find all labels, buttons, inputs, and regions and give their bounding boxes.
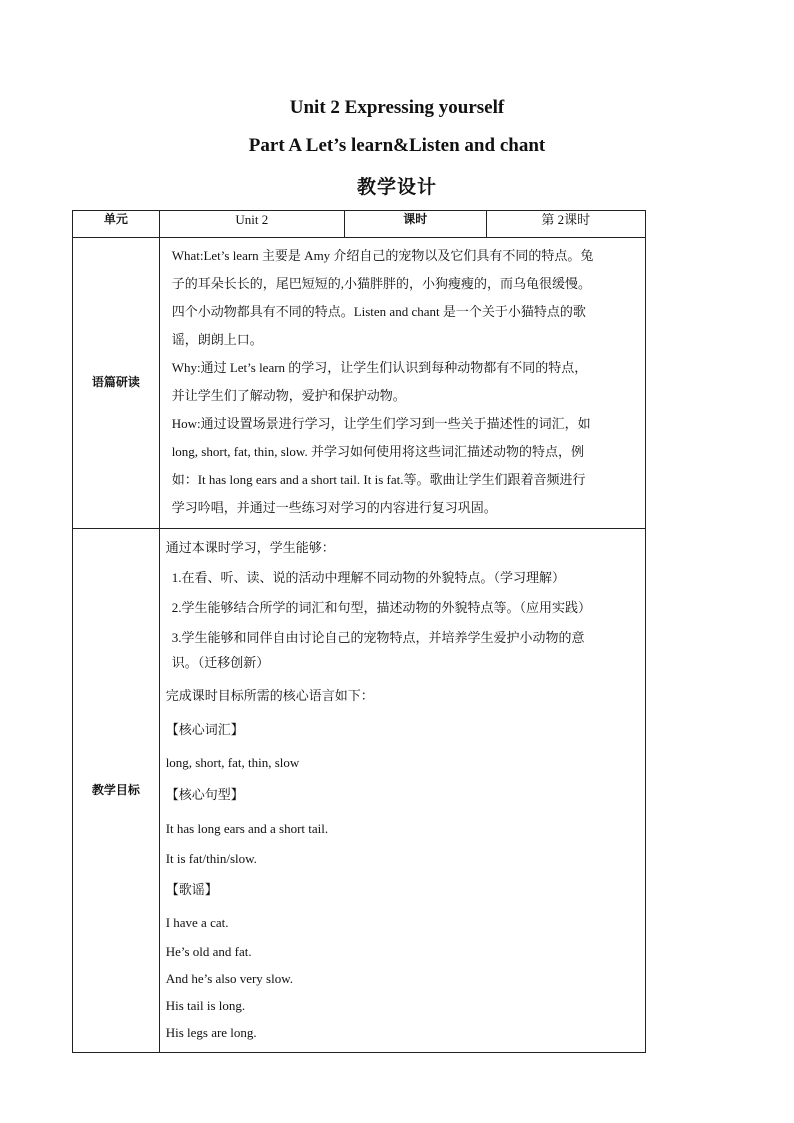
chant-line: His legs are long. bbox=[165, 1025, 257, 1040]
objectives-label: 教学目标 bbox=[73, 529, 160, 1053]
header-row bbox=[73, 211, 646, 238]
chant-line: His tail is long. bbox=[165, 998, 246, 1013]
objective-item: 1.在看、听、读、说的活动中理解不同动物的外貌特点。（学习理解） bbox=[171, 570, 565, 585]
lesson-plan-table bbox=[72, 210, 646, 1053]
vocab-heading: 【核心词汇】 bbox=[165, 722, 244, 737]
chant-heading: 【歌谣】 bbox=[165, 882, 218, 897]
period-value: 第 2课时 bbox=[486, 211, 645, 238]
chant-line: And he’s also very slow. bbox=[165, 971, 294, 986]
analysis-row bbox=[73, 238, 646, 529]
vocab-list: long, short, fat, thin, slow bbox=[165, 755, 300, 770]
core-sentence: It is fat/thin/slow. bbox=[165, 851, 257, 866]
analysis-line: 四个小动物都具有不同的特点。Listen and chant 是一个关于小猫特点的歌 bbox=[171, 304, 586, 319]
objective-item: 3.学生能够和同伴自由讨论自己的宠物特点，并培养学生爱护小动物的意 bbox=[171, 630, 585, 645]
analysis-line: Why:通过 Let’s learn 的学习，让学生们认识到每种动物都有不同的特点， bbox=[171, 360, 588, 375]
analysis-line: 学习吟唱，并通过一些练习对学习的内容进行复习巩固。 bbox=[171, 500, 497, 515]
document-title: Unit 2 Expressing yourself bbox=[289, 97, 505, 118]
analysis-line: long, short, fat, thin, slow. 并学习如何使用将这些词汇描述动物的特点，例 bbox=[171, 444, 584, 459]
analysis-line: What:Let’s learn 主要是 Amy 介绍自己的宠物以及它们具有不同的特点。兔 bbox=[171, 248, 594, 263]
analysis-line: 子的耳朵长长的，尾巴短短的,小猫胖胖的，小狗瘦瘦的，而乌龟很缓慢。 bbox=[171, 276, 591, 291]
document-subtitle: Part A Let’s learn&Listen and chant bbox=[248, 135, 546, 156]
core-sentence: It has long ears and a short tail. bbox=[165, 821, 329, 836]
analysis-line: How:通过设置场景进行学习，让学生们学习到一些关于描述性的词汇，如 bbox=[171, 416, 591, 431]
unit-value: Unit 2 bbox=[159, 211, 344, 238]
objective-item: 2.学生能够结合所学的词汇和句型，描述动物的外貌特点等。（应用实践） bbox=[171, 600, 591, 615]
analysis-label: 语篇研读 bbox=[73, 238, 160, 529]
document-heading: 教学设计 bbox=[356, 176, 437, 198]
objective-item: 识。（迁移创新） bbox=[171, 655, 270, 670]
analysis-content bbox=[159, 238, 645, 529]
objectives-intro: 通过本课时学习，学生能够： bbox=[165, 540, 335, 555]
core-language-intro: 完成课时目标所需的核心语言如下： bbox=[165, 688, 374, 703]
analysis-line: 如：It has long ears and a short tail. It is fat.等。歌曲让学生们跟着音频进行 bbox=[171, 472, 586, 487]
period-label: 课时 bbox=[345, 211, 487, 238]
chant-line: I have a cat. bbox=[165, 915, 229, 930]
unit-label: 单元 bbox=[73, 211, 160, 238]
objectives-content bbox=[159, 529, 645, 1053]
analysis-line: 并让学生们了解动物，爱护和保护动物。 bbox=[171, 388, 406, 403]
sentence-heading: 【核心句型】 bbox=[165, 787, 244, 802]
analysis-line: 谣，朗朗上口。 bbox=[171, 332, 263, 347]
objectives-row bbox=[73, 529, 646, 1053]
chant-line: He’s old and fat. bbox=[165, 944, 252, 959]
